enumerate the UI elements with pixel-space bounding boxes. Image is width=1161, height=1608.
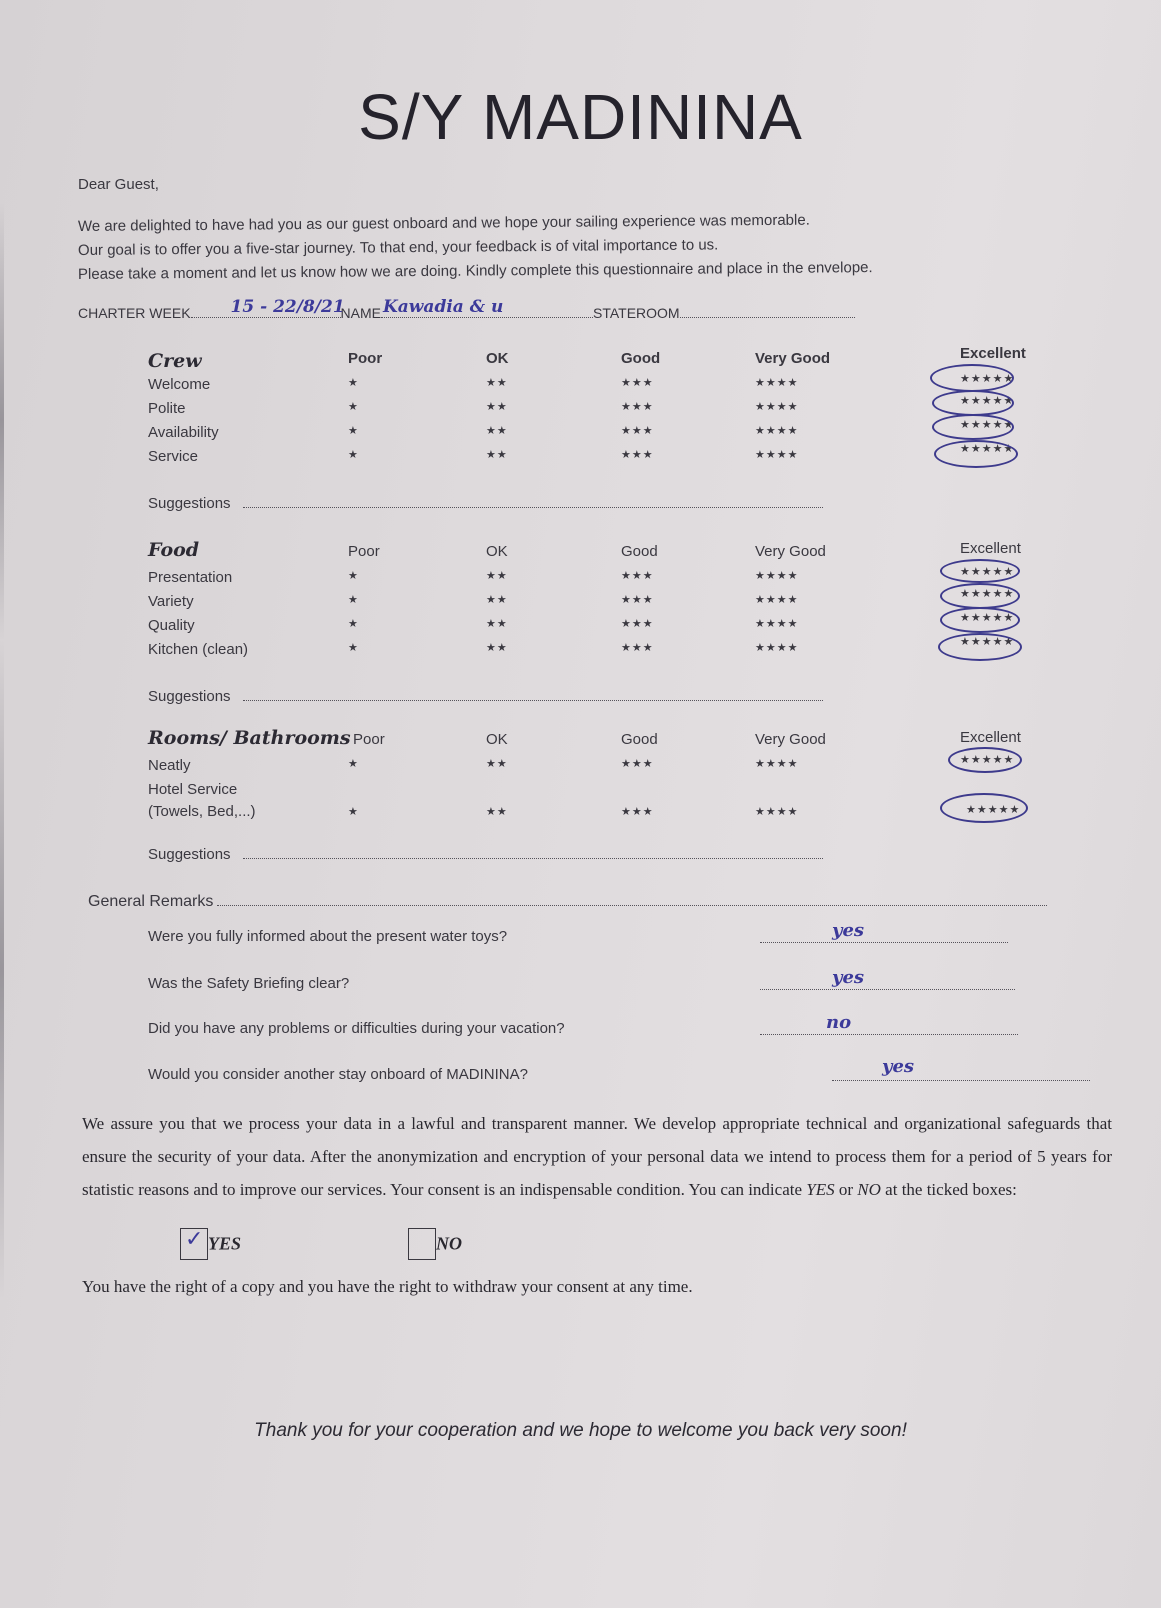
consent-yes-word: YES	[806, 1180, 835, 1199]
stateroom-field[interactable]	[680, 303, 855, 318]
item-label: Availability	[148, 424, 219, 441]
answer-water-toys-field[interactable]	[760, 920, 1008, 947]
star-4-icon[interactable]: ★★★★	[755, 570, 799, 582]
star-2-icon[interactable]: ★★	[486, 642, 508, 654]
answer-problems: no	[826, 1012, 852, 1033]
name-field[interactable]	[381, 297, 593, 318]
rating-row	[148, 373, 1028, 398]
crew-title: Crew	[148, 350, 202, 372]
star-4-icon[interactable]: ★★★★	[755, 642, 799, 654]
food-header-row	[148, 539, 1028, 565]
answer-water-toys: yes	[832, 920, 865, 941]
name-label: NAME	[340, 305, 381, 321]
item-label: Hotel Service	[148, 781, 238, 798]
consent-no-option[interactable]	[408, 1228, 462, 1260]
closing-thanks: Thank you for your cooperation and we hope to welcome you back very soon!	[254, 1420, 907, 1441]
star-2-icon[interactable]: ★★	[486, 449, 508, 461]
rating-row	[148, 612, 1028, 639]
selection-circle	[948, 747, 1022, 773]
star-3-icon[interactable]: ★★★	[621, 425, 654, 437]
check-mark-icon: ✓	[185, 1227, 204, 1252]
charter-week-label: CHARTER WEEK	[78, 305, 191, 321]
rating-row	[148, 588, 1028, 615]
star-1-icon[interactable]: ★	[348, 642, 359, 654]
star-5-icon[interactable]: ★★★★★	[960, 373, 1015, 385]
star-4-icon[interactable]: ★★★★	[755, 401, 799, 413]
star-1-icon[interactable]: ★	[348, 618, 359, 630]
rating-row	[148, 566, 1028, 591]
general-remarks-field[interactable]	[217, 905, 1047, 906]
answer-problems-field[interactable]	[760, 1012, 1018, 1039]
star-5-icon[interactable]: ★★★★★	[960, 395, 1015, 407]
salutation: Dear Guest,	[78, 176, 159, 193]
selection-circle	[940, 607, 1020, 633]
star-4-icon[interactable]: ★★★★	[755, 425, 799, 437]
rating-row	[148, 419, 1028, 446]
consent-text: We assure you that we process your data in a lawful and transparent manner. We develop appropriate technical and organizational safeguards that ensure the security of your data. After the anonymization and encryption of your personal data we intend to process them for a period of 5 years for statistic reasons and to improve our services. Your consent is an indispensable condition. You can indicate	[82, 1114, 1112, 1199]
rating-very-good-label: Very Good	[755, 543, 826, 560]
star-5-icon[interactable]: ★★★★★	[960, 566, 1015, 578]
header-fields	[78, 297, 855, 321]
item-label: Polite	[148, 400, 186, 417]
question-another-stay: Would you consider another stay onboard of MADININA?	[148, 1066, 528, 1083]
data-consent-paragraph	[82, 1107, 1112, 1206]
star-2-icon[interactable]: ★★	[486, 401, 508, 413]
star-1-icon[interactable]: ★	[348, 401, 359, 413]
star-4-icon[interactable]: ★★★★	[755, 618, 799, 630]
rooms-suggestions	[148, 846, 823, 863]
selection-circle	[940, 793, 1028, 823]
rating-row	[148, 443, 1028, 470]
star-4-icon[interactable]: ★★★★	[755, 806, 799, 818]
star-4-icon[interactable]: ★★★★	[755, 758, 799, 770]
consent-no-checkbox[interactable]	[408, 1228, 436, 1260]
item-label: Variety	[148, 593, 194, 610]
answer-another-stay: yes	[882, 1056, 915, 1077]
rooms-title: Rooms/ Bathrooms	[148, 727, 351, 749]
item-label-detail: (Towels, Bed,...)	[148, 803, 256, 820]
star-3-icon[interactable]: ★★★	[621, 401, 654, 413]
rating-poor-label: Poor	[348, 543, 380, 560]
charter-week-field[interactable]	[191, 297, 345, 318]
intro-line-1: We are delighted to have had you as our guest onboard and we hope your sailing experience was memorable.	[77, 211, 810, 235]
food-suggestions	[148, 688, 823, 705]
star-5-icon[interactable]: ★★★★★	[960, 636, 1015, 648]
consent-yes-option[interactable]	[180, 1228, 241, 1260]
rating-good-label: Good	[621, 543, 658, 560]
item-label: Quality	[148, 617, 195, 634]
star-1-icon[interactable]: ★	[348, 425, 359, 437]
rating-ok-label: OK	[486, 731, 508, 748]
star-3-icon[interactable]: ★★★	[621, 594, 654, 606]
selection-circle	[930, 364, 1014, 392]
consent-no-word: NO	[857, 1180, 881, 1199]
suggestions-label: Suggestions	[148, 688, 231, 705]
star-2-icon[interactable]: ★★	[486, 758, 508, 770]
rating-very-good-label: Very Good	[755, 731, 826, 748]
item-label: Presentation	[148, 569, 233, 586]
rating-excellent-label: Excellent	[960, 729, 1021, 746]
consent-no-label: NO	[436, 1233, 462, 1254]
star-5-icon[interactable]: ★★★★★	[960, 588, 1015, 600]
consent-yes-label: YES	[208, 1233, 242, 1254]
star-1-icon[interactable]: ★	[348, 594, 359, 606]
paper-edge-shadow	[0, 200, 4, 1300]
star-2-icon[interactable]: ★★	[486, 570, 508, 582]
rating-row	[148, 395, 1028, 422]
star-5-icon[interactable]: ★★★★★	[960, 419, 1015, 431]
rating-very-good-label: Very Good	[755, 350, 831, 367]
rating-ok-label: OK	[486, 350, 509, 367]
consent-yes-checkbox[interactable]	[180, 1228, 208, 1260]
star-3-icon[interactable]: ★★★	[621, 758, 654, 770]
selection-circle	[940, 583, 1020, 609]
star-2-icon[interactable]: ★★	[486, 425, 508, 437]
star-3-icon[interactable]: ★★★	[621, 570, 654, 582]
selection-circle	[934, 440, 1018, 468]
consent-rights: You have the right of a copy and you have the right to withdraw your consent at any time.	[82, 1277, 693, 1296]
question-water-toys: Were you fully informed about the present water toys?	[148, 928, 508, 945]
intro-line-3: Please take a moment and let us know how we are doing. Kindly complete this questionnaire and place in the envelope.	[77, 259, 873, 283]
crew-suggestions	[148, 495, 823, 512]
rating-excellent-label: Excellent	[960, 345, 1026, 362]
rating-good-label: Good	[621, 731, 658, 748]
star-3-icon[interactable]: ★★★	[621, 806, 654, 818]
star-4-icon[interactable]: ★★★★	[755, 594, 799, 606]
general-remarks	[88, 893, 1047, 911]
selection-circle	[932, 390, 1014, 416]
item-label: Kitchen (clean)	[148, 641, 249, 658]
general-remarks-label: General Remarks	[88, 893, 214, 910]
item-label: Service	[148, 448, 199, 465]
question-safety-briefing: Was the Safety Briefing clear?	[148, 975, 350, 992]
star-2-icon[interactable]: ★★	[486, 618, 508, 630]
selection-circle	[940, 559, 1020, 583]
rating-row	[148, 781, 1028, 831]
star-5-icon[interactable]: ★★★★★	[960, 443, 1015, 455]
star-5-icon[interactable]: ★★★★★	[960, 754, 1015, 766]
star-3-icon[interactable]: ★★★	[621, 377, 654, 389]
suggestions-field[interactable]	[243, 858, 823, 859]
star-3-icon[interactable]: ★★★	[621, 642, 654, 654]
star-1-icon[interactable]: ★	[348, 377, 359, 389]
consent-tail: at the ticked boxes:	[885, 1180, 1017, 1199]
rating-poor-label: Poor	[348, 350, 383, 367]
star-2-icon[interactable]: ★★	[486, 594, 508, 606]
rating-poor-label: Poor	[353, 731, 385, 748]
consent-or-word: or	[838, 1180, 854, 1199]
page-title: S/Y MADININA	[358, 81, 803, 153]
star-1-icon[interactable]: ★	[348, 449, 359, 461]
selection-circle	[932, 414, 1014, 440]
star-5-icon[interactable]: ★★★★★	[966, 804, 1021, 816]
answer-safety-briefing: yes	[832, 967, 865, 988]
star-2-icon[interactable]: ★★	[486, 377, 508, 389]
rooms-header-row	[148, 727, 1028, 753]
star-3-icon[interactable]: ★★★	[621, 449, 654, 461]
item-label: Neatly	[148, 757, 191, 774]
star-4-icon[interactable]: ★★★★	[755, 377, 799, 389]
rating-ok-label: OK	[486, 543, 508, 560]
star-1-icon[interactable]: ★	[348, 758, 359, 770]
star-1-icon[interactable]: ★	[348, 806, 359, 818]
selection-circle	[938, 633, 1022, 661]
stateroom-label: STATEROOM	[593, 305, 680, 321]
rating-row	[148, 754, 1028, 779]
answer-another-stay-field[interactable]	[832, 1056, 1090, 1085]
answer-safety-briefing-field[interactable]	[760, 967, 1015, 994]
charter-week-value: 15 - 22/8/21	[230, 297, 345, 317]
food-title: Food	[148, 539, 200, 561]
suggestions-label: Suggestions	[148, 495, 231, 512]
star-2-icon[interactable]: ★★	[486, 806, 508, 818]
star-3-icon[interactable]: ★★★	[621, 618, 654, 630]
rating-excellent-label: Excellent	[960, 540, 1021, 557]
question-problems: Did you have any problems or difficulties during your vacation?	[148, 1020, 565, 1037]
suggestions-field[interactable]	[243, 700, 823, 701]
rating-row	[148, 636, 1028, 663]
star-5-icon[interactable]: ★★★★★	[960, 612, 1015, 624]
name-value: Kawadia & u	[383, 297, 504, 317]
star-1-icon[interactable]: ★	[348, 570, 359, 582]
crew-header-row	[148, 345, 1028, 372]
suggestions-field[interactable]	[243, 507, 823, 508]
suggestions-label: Suggestions	[148, 846, 231, 863]
intro-line-2: Our goal is to offer you a five-star journey. To that end, your feedback is of vital importance to us.	[77, 236, 719, 259]
rating-good-label: Good	[621, 350, 661, 367]
item-label: Welcome	[148, 376, 211, 393]
star-4-icon[interactable]: ★★★★	[755, 449, 799, 461]
